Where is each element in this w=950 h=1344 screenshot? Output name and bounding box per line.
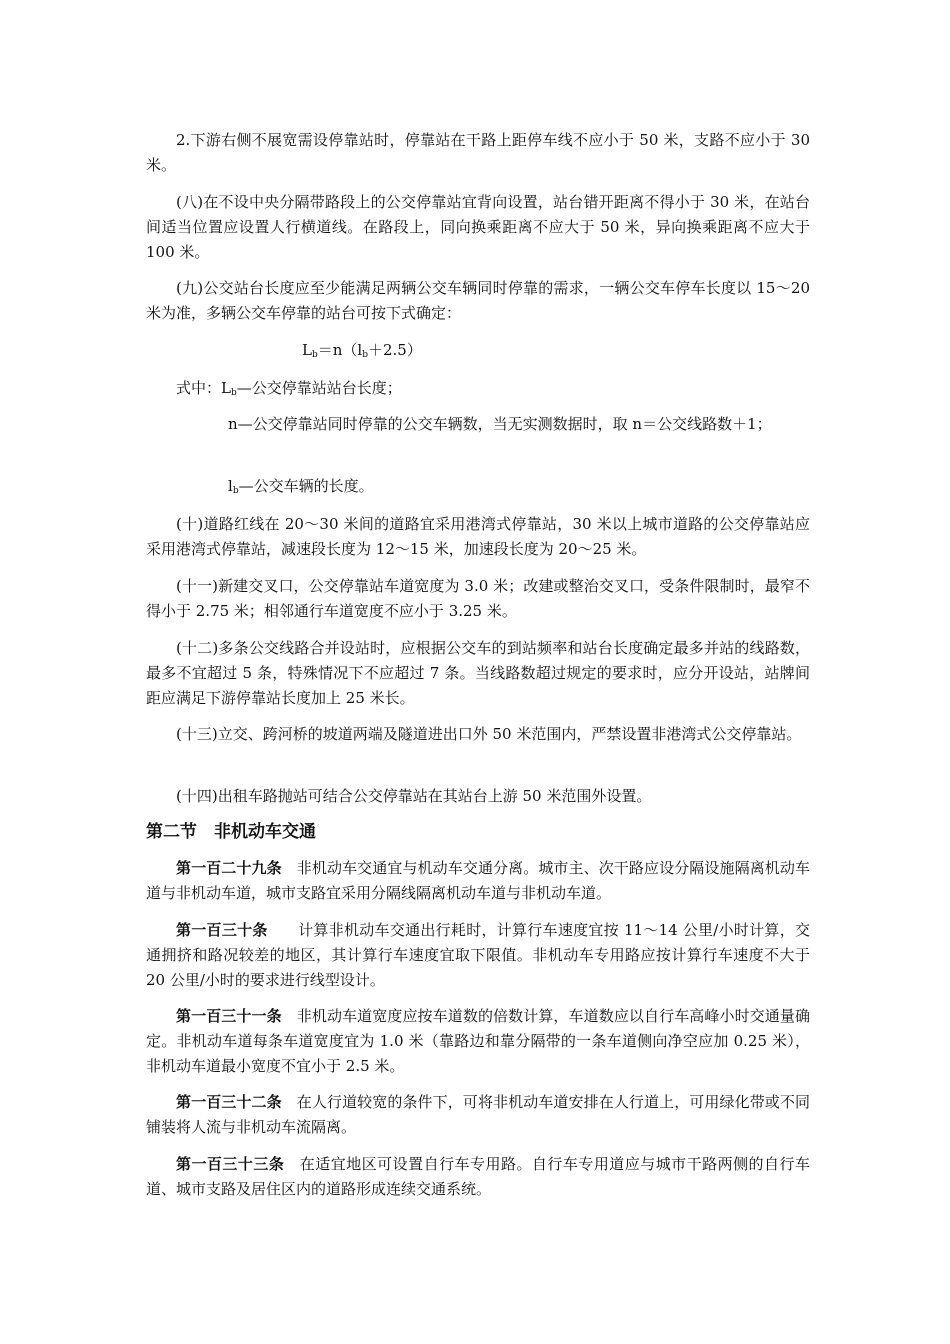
- article-130: [146, 918, 810, 993]
- paragraph-12: (十二)多条公交线路合并设站时，应根据公交车的到站频率和站台长度确定最多并站的线路数，最多不宜超过 5 条，特殊情况下不应超过 7 条。当线路数超过规定的要求时，应分开设站，站牌间距应满足下游停靠站长度加上 25 米长。: [146, 639, 810, 707]
- where-text: —公交车辆的长度。: [238, 477, 374, 495]
- paragraph-9: (九)公交站台长度应至少能满足两辆公交车辆同时停靠的需求，一辆公交车停车长度以 15～20 米为准，多辆公交车停靠的站台可按下式确定：: [146, 279, 810, 322]
- article-text: 非机动车道宽度应按车道数的倍数计算，车道数应以自行车高峰小时交通量确定。非机动车道每条车道宽度宜为 1.0 米（靠路边和靠分隔带的一条车道侧向净空应加 0.25 米），非机动车道最小宽度不宜小于 2.5 米。: [146, 1007, 810, 1075]
- paragraph-2: 2.下游右侧不展宽需设停靠站时，停靠站在干路上距停车线不应小于 50 米，支路不应小于 30 米。: [146, 131, 810, 174]
- formula-where-lb-small: [228, 474, 728, 499]
- section-heading: 第二节 非机动车交通: [146, 822, 316, 842]
- formula-end: ＋2.5）: [367, 341, 422, 359]
- article-number: 第一百三十二条: [176, 1093, 282, 1111]
- where-sub: b: [230, 388, 237, 398]
- where-prefix: 式中：L: [176, 379, 231, 397]
- formula-sub: b: [311, 350, 318, 360]
- paragraph-8: (八)在不设中央分隔带路段上的公交停靠站宜背向设置，站台错开距离不得小于 30 米，在站台间适当位置应设置人行横道线。在路段上，同向换乘距离不应大于 50 米，异向换乘距离不应大于 100 米。: [146, 193, 810, 261]
- article-number: 第一百三十一条: [176, 1007, 282, 1025]
- article-text: 非机动车交通宜与机动车交通分离。城市主、次干路应设分隔设施隔离机动车道与非机动车道，城市支路宜采用分隔线隔离机动车道与非机动车道。: [146, 859, 810, 902]
- where-text: —公交停靠站站台长度；: [236, 379, 402, 397]
- article-133: [146, 1152, 810, 1202]
- formula-sub: b: [362, 350, 368, 360]
- article-number: 第一百三十条: [176, 921, 268, 939]
- article-text: 在人行道较宽的条件下，可将非机动车道安排在人行道上，可用绿化带或不同铺装将人流与非机动车流隔离。: [146, 1093, 810, 1136]
- where-prefix: l: [228, 477, 233, 495]
- article-131: [146, 1004, 810, 1079]
- article-129: [146, 856, 810, 906]
- formula-mid: ＝n（l: [317, 341, 363, 359]
- formula-l: L: [302, 341, 312, 359]
- formula-where-n: n—公交停靠站同时停靠的公交车辆数，当无实测数据时，取 n＝公交线路数＋1；: [228, 415, 772, 433]
- formula: [302, 338, 602, 363]
- paragraph-14: (十四)出租车路抛站可结合公交停靠站在其站台上游 50 米范围外设置。: [176, 787, 652, 805]
- paragraph-10: (十)道路红线在 20～30 米间的道路宜采用港湾式停靠站，30 米以上城市道路的公交停靠站应采用港湾式停靠站，减速段长度为 12～15 米，加速段长度为 20～25 米。: [146, 515, 810, 558]
- article-number: 第一百二十九条: [176, 859, 282, 877]
- article-number: 第一百三十三条: [176, 1155, 285, 1173]
- article-text: 在适宜地区可设置自行车专用路。自行车专用道应与城市干路两侧的自行车道、城市支路及居住区内的道路形成连续交通系统。: [146, 1155, 810, 1198]
- formula-where-lb: [176, 376, 776, 401]
- article-132: [146, 1090, 810, 1140]
- paragraph-11: (十一)新建交叉口，公交停靠站车道宽度为 3.0 米；改建或整治交叉口，受条件限制时，最窄不得小于 2.75 米；相邻通行车道宽度不应小于 3.25 米。: [146, 577, 810, 620]
- paragraph-13: (十三)立交、跨河桥的坡道两端及隧道进出口外 50 米范围内，严禁设置非港湾式公交停靠站。: [176, 725, 802, 743]
- where-sub: b: [232, 486, 239, 496]
- article-text: 计算非机动车交通出行耗时，计算行车速度宜按 11～14 公里/小时计算，交通拥挤和路况较差的地区，其计算行车速度宜取下限值。非机动车专用路应按计算行车速度不大于 20 公里/小时的要求进行线型设计。: [146, 921, 810, 989]
